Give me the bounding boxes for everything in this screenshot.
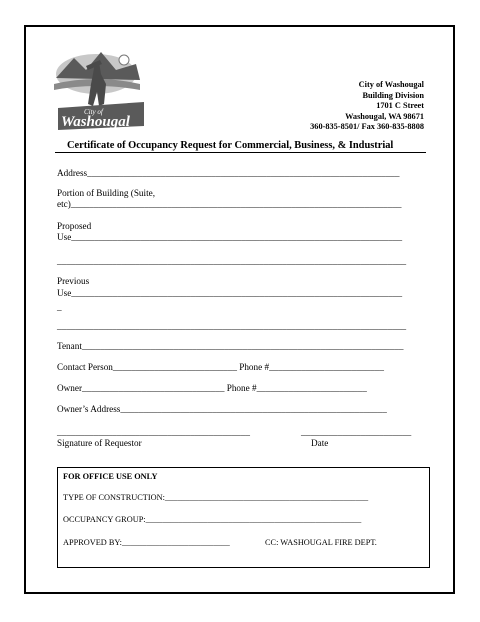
address-field[interactable]: Address____________________________________________________________________ — [57, 168, 400, 178]
proposed-use-extra-line[interactable]: ____________________________________________________________________________ — [57, 256, 407, 266]
portion-field[interactable]: etc)________________________________________________________________________ — [57, 199, 402, 209]
cc-fire-dept: CC: WASHOUGAL FIRE DEPT. — [265, 538, 377, 547]
form-title: Certificate of Occupancy Request for Commercial, Business, & Industrial — [67, 140, 394, 151]
contact-phone-field[interactable]: Contact Person___________________________ Phone #_________________________ — [57, 362, 384, 372]
proposed-use-field[interactable]: Use________________________________________________________________________ — [57, 232, 403, 242]
address-line: 1701 C Street — [376, 101, 424, 110]
occupancy-group-field[interactable]: OCCUPANCY GROUP:____________________________________________________ — [63, 515, 362, 524]
construction-type-field[interactable]: TYPE OF CONSTRUCTION:_________________________________________________ — [63, 493, 369, 502]
previous-use-extra-line[interactable]: ____________________________________________________________________________ — [57, 321, 407, 331]
address-line: 360-835-8501/ Fax 360-835-8808 — [310, 122, 424, 131]
office-use-heading: FOR OFFICE USE ONLY — [63, 472, 158, 481]
previous-use-field[interactable]: Use________________________________________________________________________ — [57, 288, 403, 298]
address-line: City of Washougal — [358, 80, 424, 89]
tenant-field[interactable]: Tenant______________________________________________________________________ — [57, 341, 404, 351]
previous-use-continuation: _ — [57, 302, 62, 312]
owner-phone-field[interactable]: Owner_______________________________ Phone #________________________ — [57, 383, 367, 393]
proposed-use-label: Proposed — [57, 221, 92, 231]
city-logo — [46, 44, 156, 134]
owner-address-field[interactable]: Owner’s Address__________________________________________________________ — [57, 404, 387, 414]
address-line: Building Division — [362, 90, 424, 100]
signature-label: Signature of Requestor — [57, 438, 142, 448]
address-line: Washougal, WA 98671 — [345, 111, 424, 121]
title-rule — [55, 152, 426, 153]
portion-label: Portion of Building (Suite, — [57, 188, 156, 198]
date-label: Date — [311, 438, 329, 448]
approved-by-field[interactable]: APPROVED BY:__________________________ — [63, 538, 230, 547]
previous-use-label: Previous — [57, 276, 90, 286]
signature-line[interactable]: __________________________________________ — [57, 427, 250, 437]
logo-city-name-text: Washougal — [61, 114, 130, 130]
date-line[interactable]: ________________________ — [301, 427, 412, 437]
logo-city-small-text: City of — [84, 108, 103, 116]
